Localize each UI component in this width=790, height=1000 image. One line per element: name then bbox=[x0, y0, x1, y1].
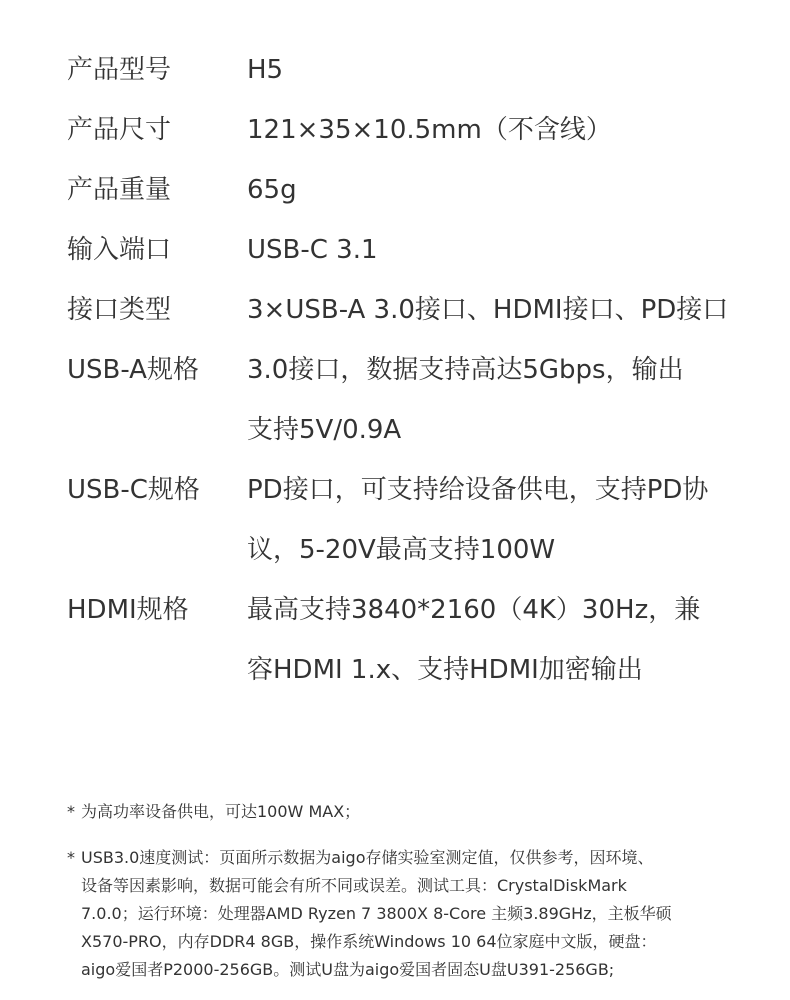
spec-row-usb-c bbox=[67, 460, 727, 580]
footnote-line: 设备等因素影响，数据可能会有所不同或误差。测试工具：CrystalDiskMark bbox=[81, 876, 627, 895]
spec-row-weight bbox=[67, 160, 727, 220]
spec-table bbox=[67, 40, 727, 700]
spec-row-usb-a bbox=[67, 340, 727, 460]
spec-value-line: 容HDMI 1.x、支持HDMI加密输出 bbox=[247, 655, 643, 685]
spec-label: USB-C规格 bbox=[67, 475, 200, 505]
spec-row-size bbox=[67, 100, 727, 160]
footnote-line: 为高功率设备供电，可达100W MAX； bbox=[81, 802, 361, 821]
spec-row-input-port bbox=[67, 220, 727, 280]
spec-value bbox=[247, 580, 727, 700]
footnote-text bbox=[81, 798, 360, 826]
spec-row-model bbox=[67, 40, 727, 100]
spec-value-line: H5 bbox=[247, 55, 284, 85]
footnote-asterisk: * bbox=[67, 848, 75, 867]
spec-value-line: 121×35×10.5mm（不含线） bbox=[247, 115, 612, 145]
spec-value bbox=[247, 100, 727, 160]
spec-label: 接口类型 bbox=[67, 295, 172, 325]
footnote-line: USB3.0速度测试：页面所示数据为aigo存储实验室测定值，仅供参考，因环境、 bbox=[81, 848, 654, 867]
spec-label: USB-A规格 bbox=[67, 355, 199, 385]
spec-value bbox=[247, 340, 727, 460]
spec-value-line: 65g bbox=[247, 175, 297, 205]
footnote-line: aigo爱国者P2000-256GB。测试U盘为aigo爱国者固态U盘U391-256GB; bbox=[81, 960, 615, 979]
spec-value bbox=[247, 160, 727, 220]
spec-value-line: 3×USB-A 3.0接口、HDMI接口、PD接口 bbox=[247, 295, 729, 325]
spec-value-line: 最高支持3840*2160（4K）30Hz，兼 bbox=[247, 595, 701, 625]
spec-value-line: 议，5-20V最高支持100W bbox=[247, 535, 556, 565]
footnote-asterisk: * bbox=[67, 802, 75, 821]
spec-value bbox=[247, 280, 728, 340]
spec-value-line: 3.0接口，数据支持高达5Gbps，输出 bbox=[247, 355, 684, 385]
spec-label: 产品尺寸 bbox=[67, 115, 172, 145]
spec-value-line: USB-C 3.1 bbox=[247, 235, 378, 265]
spec-value bbox=[247, 460, 727, 580]
footnote-text bbox=[81, 844, 672, 984]
spec-value bbox=[247, 220, 727, 280]
spec-label: 输入端口 bbox=[67, 235, 172, 265]
spec-value-line: PD接口，可支持给设备供电，支持PD协 bbox=[247, 475, 709, 505]
footnote-line: X570-PRO，内存DDR4 8GB，操作系统Windows 10 64位家庭中文版，硬盘： bbox=[81, 932, 657, 951]
spec-row-hdmi bbox=[67, 580, 727, 700]
spec-value-line: 支持5V/0.9A bbox=[247, 415, 402, 445]
footnote-speed-test bbox=[67, 844, 727, 984]
spec-value bbox=[247, 40, 727, 100]
footnotes bbox=[67, 798, 727, 984]
spec-label: HDMI规格 bbox=[67, 595, 189, 625]
footnote-power bbox=[67, 798, 727, 826]
footnote-line: 7.0.0；运行环境：处理器AMD Ryzen 7 3800X 8-Core 主频3.89GHz，主板华硕 bbox=[81, 904, 672, 923]
spec-row-interface-type bbox=[67, 280, 727, 340]
spec-label: 产品重量 bbox=[67, 175, 172, 205]
spec-label: 产品型号 bbox=[67, 55, 172, 85]
